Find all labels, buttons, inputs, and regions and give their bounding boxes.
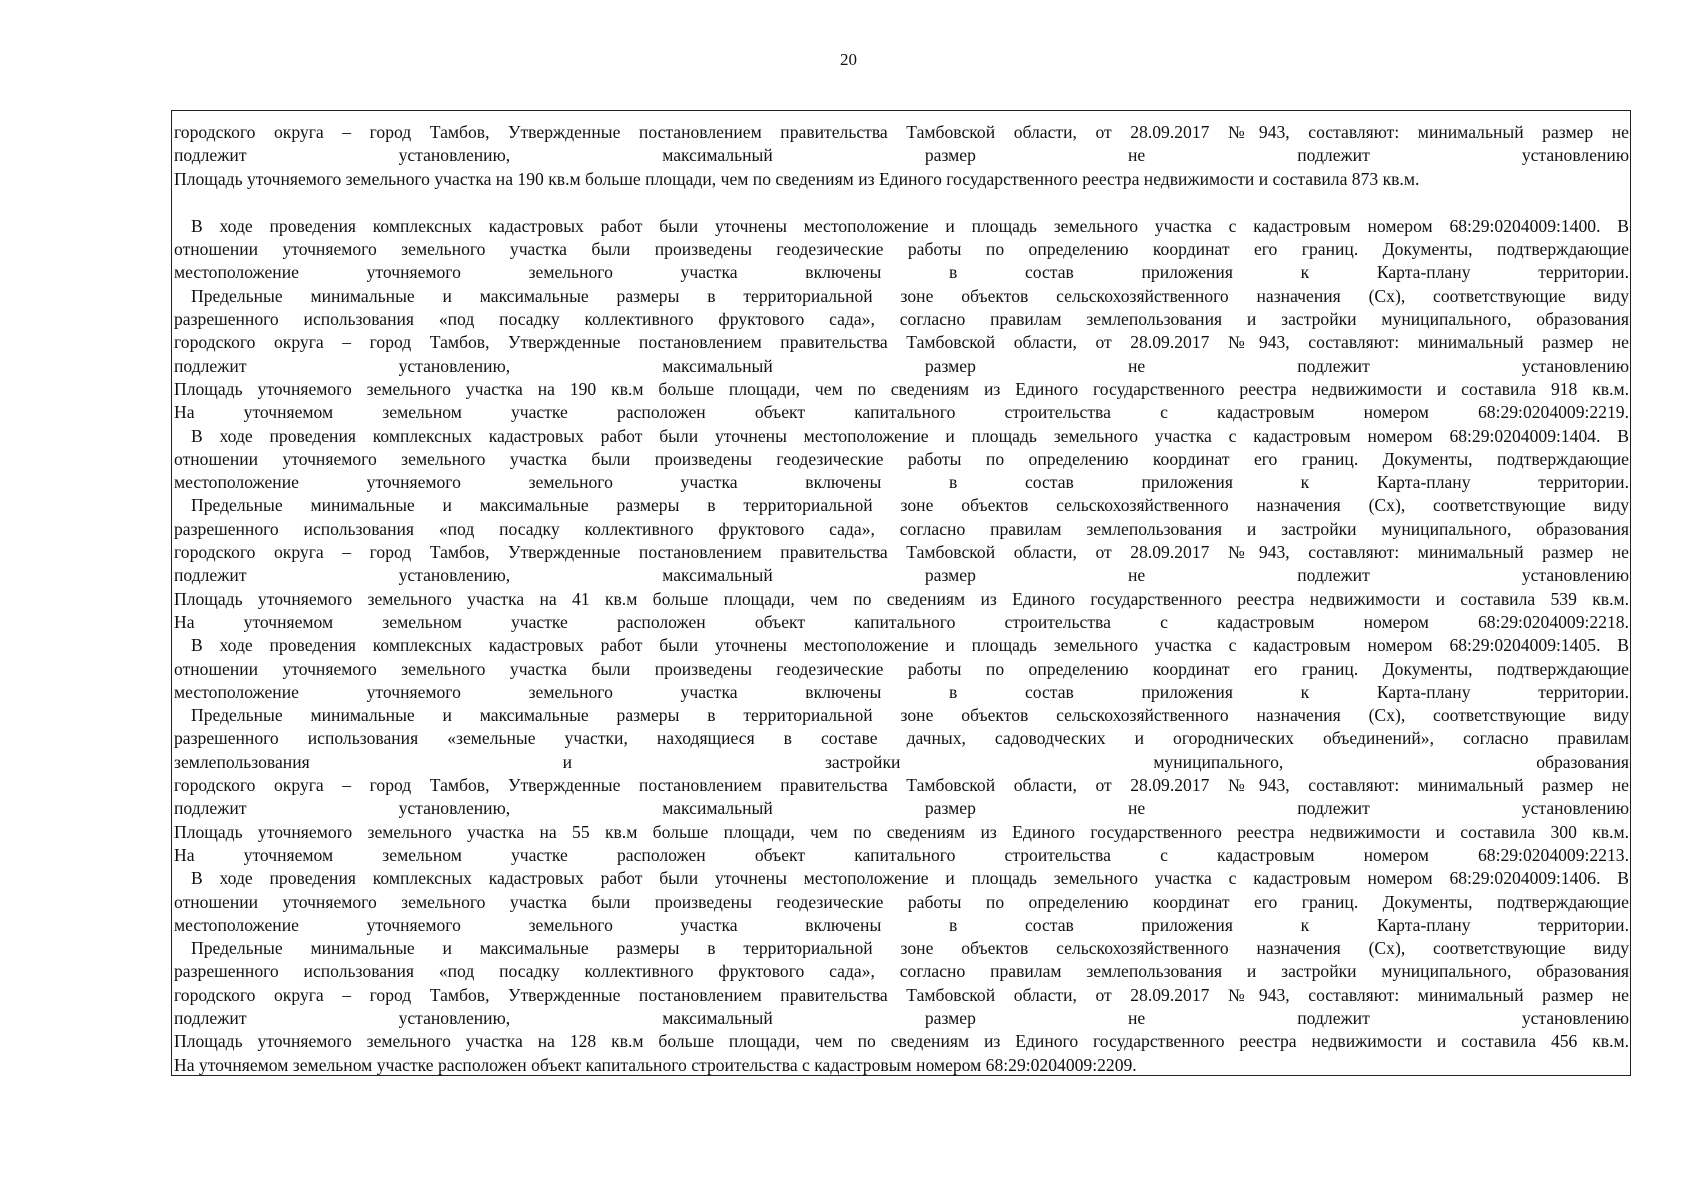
text-line: городского округа – город Тамбов, Утвержденные постановлением правительства Тамбовской области, от 28.09.2017 №943, составляют: минимальный размер не [174,122,1629,142]
text-line: городского округа – город Тамбов, Утвержденные постановлением правительства Тамбовской области, от 28.09.2017 №943, составляют: минимальный размер не [174,984,1629,1005]
text-line: городского округа – город Тамбов, Утвержденные постановлением правительства Тамбовской области, от 28.09.2017 №943, составляют: минимальный размер не [174,332,1629,353]
text-line: землепользования и застройки муниципального, образования [174,751,1629,772]
text-line: Площадь уточняемого земельного участка на 190 кв.м больше площади, чем по сведениям из Единого государственного реестра недвижимости и составила 918 кв.м. [174,378,1629,399]
blank-line [174,191,1629,215]
text-line: отношении уточняемого земельного участка были произведены геодезические работы по определению координат его границ. Документы, подтверждающие [174,658,1629,679]
text-line: городского округа – город Тамбов, Утвержденные постановлением правительства Тамбовской области, от 28.09.2017 №943, составляют: минимальный размер не [174,775,1629,796]
page-number: 20 [840,50,857,69]
text-line: На уточняемом земельном участке расположен объект капитального строительства с кадастровым номером 68:29:0204009:2219. [174,402,1629,423]
text-line: отношении уточняемого земельного участка были произведены геодезические работы по определению координат его границ. Документы, подтверждающие [174,239,1629,260]
text-line: На уточняемом земельном участке расположен объект капитального строительства с кадастровым номером 68:29:0204009:2218. [174,611,1629,632]
text-line: Предельные минимальные и максимальные размеры в территориальной зоне объектов сельскохозяйственного назначения (Сх), соответствующие виду [191,938,1629,959]
text-line: В ходе проведения комплексных кадастровых работ были уточнены местоположение и площадь земельного участка с кадастровым номером 68:29:0204009:1405. В [191,635,1629,656]
text-line: городского округа – город Тамбов, Утвержденные постановлением правительства Тамбовской области, от 28.09.2017 №943, составляют: минимальный размер не [174,542,1629,563]
text-line: подлежит установлению, максимальный размер не подлежит установлению [174,798,1629,819]
text-line: Предельные минимальные и максимальные размеры в территориальной зоне объектов сельскохозяйственного назначения (Сх), соответствующие виду [191,285,1629,306]
text-line: разрешенного использования «под посадку коллективного фруктового сада», согласно правилам землепользования и застройки муниципального, образования [174,961,1629,982]
text-line: Площадь уточняемого земельного участка на 190 кв.м больше площади, чем по сведениям из Единого государственного реестра недвижимости и составила 873 кв.м. [174,168,1420,189]
text-line: Площадь уточняемого земельного участка на 128 кв.м больше площади, чем по сведениям из Единого государственного реестра недвижимости и составила 456 кв.м. [174,1031,1629,1052]
text-line: Площадь уточняемого земельного участка на 55 кв.м больше площади, чем по сведениям из Единого государственного реестра недвижимости и составила 300 кв.м. [174,821,1629,842]
text-line: На уточняемом земельном участке расположен объект капитального строительства с кадастровым номером 68:29:0204009:2209. [174,1054,1137,1075]
text-line: подлежит установлению, максимальный размер не подлежит установлению [174,355,1629,376]
text-line: подлежит установлению, максимальный размер не подлежит установлению [174,1007,1629,1028]
text-line: В ходе проведения комплексных кадастровых работ были уточнены местоположение и площадь земельного участка с кадастровым номером 68:29:0204009:1400. В [191,215,1629,236]
text-line: местоположение уточняемого земельного участка включены в состав приложения к Карта-плану территории. [174,914,1629,935]
text-line: разрешенного использования «под посадку коллективного фруктового сада», согласно правилам землепользования и застройки муниципального, образования [174,518,1629,539]
document-body [174,121,1629,1077]
text-line: местоположение уточняемого земельного участка включены в состав приложения к Карта-плану территории. [174,681,1629,702]
text-line: местоположение уточняемого земельного участка включены в состав приложения к Карта-плану территории. [174,472,1629,493]
text-line: Предельные минимальные и максимальные размеры в территориальной зоне объектов сельскохозяйственного назначения (Сх), соответствующие виду [191,705,1629,726]
text-line: разрешенного использования «земельные участки, находящиеся в составе дачных, садоводческих и огороднических объединений», согласно правилам [174,728,1629,749]
text-line: В ходе проведения комплексных кадастровых работ были уточнены местоположение и площадь земельного участка с кадастровым номером 68:29:0204009:1406. В [191,868,1629,889]
text-line: местоположение уточняемого земельного участка включены в состав приложения к Карта-плану территории. [174,262,1629,283]
text-line: подлежит установлению, максимальный размер не подлежит установлению [174,145,1629,166]
text-line: Площадь уточняемого земельного участка на 41 кв.м больше площади, чем по сведениям из Единого государственного реестра недвижимости и составила 539 кв.м. [174,588,1629,609]
text-line: отношении уточняемого земельного участка были произведены геодезические работы по определению координат его границ. Документы, подтверждающие [174,891,1629,912]
text-line: отношении уточняемого земельного участка были произведены геодезические работы по определению координат его границ. Документы, подтверждающие [174,448,1629,469]
text-line: разрешенного использования «под посадку коллективного фруктового сада», согласно правилам землепользования и застройки муниципального, образования [174,309,1629,330]
text-line: подлежит установлению, максимальный размер не подлежит установлению [174,565,1629,586]
text-line: В ходе проведения комплексных кадастровых работ были уточнены местоположение и площадь земельного участка с кадастровым номером 68:29:0204009:1404. В [191,425,1629,446]
text-line: Предельные минимальные и максимальные размеры в территориальной зоне объектов сельскохозяйственного назначения (Сх), соответствующие виду [191,495,1629,516]
text-line: На уточняемом земельном участке расположен объект капитального строительства с кадастровым номером 68:29:0204009:2213. [174,844,1629,865]
